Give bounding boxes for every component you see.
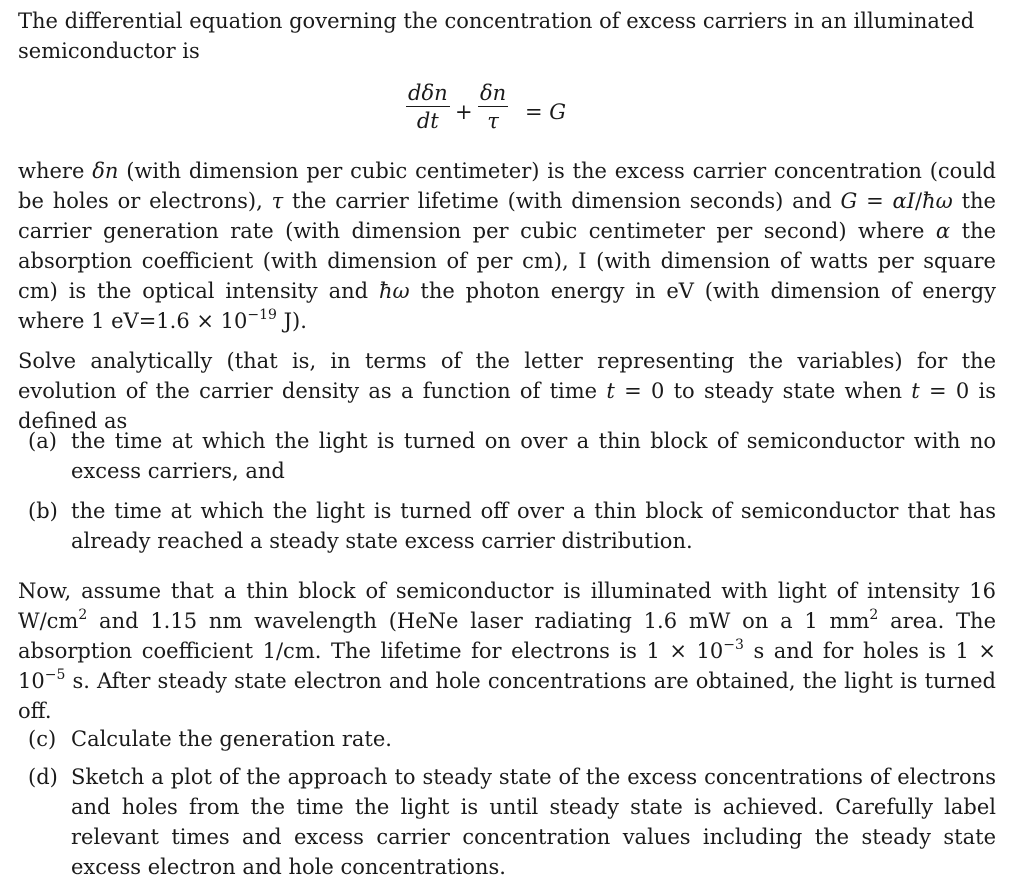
item-text: the time at which the light is turned off over a thin block of semiconductor that has already reached a steady state excess carrier distribution.: [71, 499, 996, 553]
text: (with dimension per cubic centimeter) is the excess carrier concentration (could be holes or electrons),: [18, 159, 996, 213]
fraction-delta-n-tau: [478, 80, 508, 135]
text: s. After steady state electron and hole concentrations are obtained, the light is turned off.: [18, 669, 996, 723]
list-item-c: [28, 724, 996, 754]
text: =: [857, 189, 893, 213]
text: = 0 to steady state when: [614, 379, 912, 403]
math-var: α: [935, 219, 951, 243]
math-var: ħω: [378, 279, 410, 303]
intro-paragraph: [18, 6, 996, 66]
math-var: t: [606, 379, 615, 403]
superscript: −19: [247, 307, 277, 323]
text: the carrier lifetime (with dimension seconds) and: [283, 189, 841, 213]
item-label: (b): [28, 499, 58, 523]
list-item-d: [28, 762, 996, 882]
fraction-numerator: δn: [480, 81, 507, 105]
fraction-numerator: dδn: [408, 81, 448, 105]
list-item-a: [28, 426, 996, 486]
math-var: αI: [892, 189, 916, 213]
superscript: 2: [869, 607, 879, 623]
text: s and for holes is 1 × 10: [18, 639, 996, 693]
item-label: (c): [28, 727, 57, 751]
equals-g: = G: [525, 100, 567, 124]
text: the carrier generation rate (with dimension per cubic centimeter per second) where: [18, 189, 996, 243]
item-text: Sketch a plot of the approach to steady state of the excess concentrations of electrons and holes from the time the light is until steady state is achieved. Carefully label relevant times and excess carrier concentration values including the steady state excess electron and hole concentrations.: [71, 765, 996, 879]
item-text: the time at which the light is turned on over a thin block of semiconductor with no excess carriers, and: [71, 429, 996, 483]
text: Solve analytically (that is, in terms of the letter representing the variables) for the evolution of the carrier density as a function of time: [18, 349, 996, 403]
superscript: 2: [78, 607, 88, 623]
math-var: δn: [92, 159, 119, 183]
list-item-b: [28, 496, 996, 556]
fraction-denominator: dt: [416, 109, 439, 133]
fraction-denominator: τ: [487, 109, 499, 133]
math-var: G: [840, 189, 858, 213]
text: area. The absorption coefficient 1/cm. The lifetime for electrons is 1 × 10: [18, 609, 996, 663]
math-var: ħω: [922, 189, 953, 213]
text: where: [18, 159, 93, 183]
text: the photon energy in eV (with dimension of energy where 1 eV=1.6 × 10: [18, 279, 996, 333]
text: Now, assume that a thin block of semiconductor is illuminated with light of intensity 16 W/cm: [18, 579, 996, 633]
text: and 1.15 nm wavelength (HeNe laser radiating 1.6 mW on a 1 mm: [87, 609, 870, 633]
item-text: Calculate the generation rate.: [71, 727, 392, 751]
plus-sign: +: [455, 100, 473, 124]
text: J).: [276, 309, 307, 333]
fraction-d-delta-n-dt: [406, 80, 450, 135]
item-label: (a): [28, 429, 57, 453]
differential-equation: [0, 80, 1024, 140]
superscript: −5: [44, 667, 66, 683]
superscript: −3: [723, 637, 744, 653]
assumptions-paragraph: [18, 576, 996, 726]
text: = 0 is defined as: [18, 379, 996, 433]
item-label: (d): [28, 765, 58, 789]
intro-line-2: semiconductor is: [18, 39, 200, 63]
solve-paragraph: [18, 346, 996, 436]
math-var: τ: [271, 189, 284, 213]
math-var: t: [911, 379, 920, 403]
text: /: [915, 189, 923, 213]
intro-line-1: The differential equation governing the concentration of excess carriers in an illuminated: [18, 9, 975, 33]
text: the absorption coefficient (with dimension of per cm), I (with dimension of watts per square cm) is the optical intensity and: [18, 219, 996, 303]
definitions-paragraph: [18, 156, 996, 336]
